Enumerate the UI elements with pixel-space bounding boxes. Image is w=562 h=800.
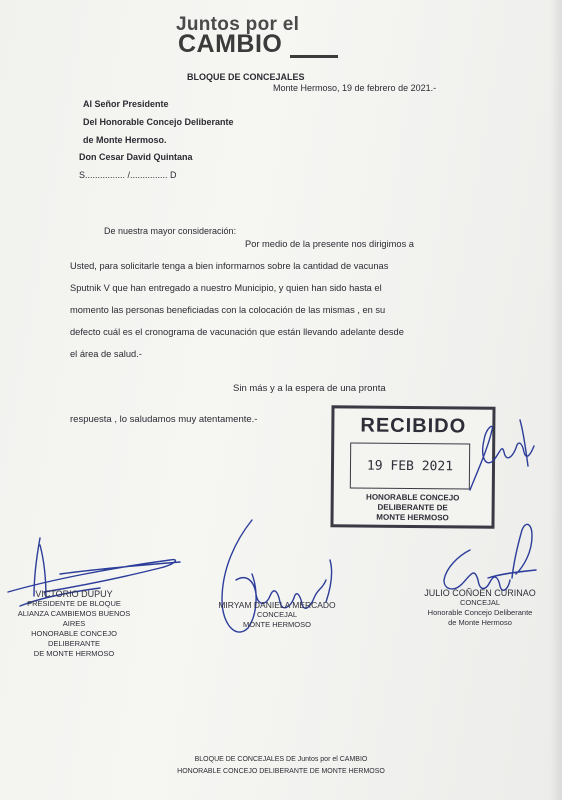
signatory-right-name: JULIO COÑOEN CURINAO — [424, 588, 536, 598]
closing-line-2: respuesta , lo saludamos muy atentamente.- — [70, 414, 258, 425]
signatory-center-role-1: CONCEJAL — [256, 610, 297, 619]
signatory-right-role-1: CONCEJAL — [459, 598, 500, 607]
addressee-line-2: Del Honorable Concejo Deliberante — [83, 117, 234, 127]
logo-line-2: CAMBIO — [178, 30, 283, 58]
addressee-line-1: Al Señor Presidente — [83, 99, 169, 109]
signatory-center-name: MIRYAM DANIELA MERCADO — [218, 600, 336, 610]
addressee-line-5: S................ /............... D — [79, 170, 177, 180]
footer-line-2: HONORABLE CONCEJO DELIBERANTE DE MONTE HERMOSO — [177, 768, 385, 775]
logo-line-1: Juntos por el — [176, 14, 300, 35]
body-line-3: Sputnik V que han entregado a nuestro Municipio, y quien han sido hasta el — [70, 283, 382, 293]
signatory-left-role-1: PRESIDENTE DE BLOQUE — [27, 599, 121, 608]
stamp-date: 19 FEB 2021 — [366, 458, 454, 475]
signature-block-center — [212, 600, 342, 630]
footer-line-1: BLOQUE DE CONCEJALES DE Juntos por el CAMBIO — [194, 756, 368, 763]
signatory-right-role-2: Honorable Concejo Deliberante — [427, 608, 533, 617]
received-stamp — [330, 405, 495, 528]
stamp-line-2: DELIBERANTE DE — [377, 502, 448, 513]
body-line-6: el área de salud.- — [70, 349, 142, 359]
addressee-line-3: de Monte Hermoso. — [83, 135, 167, 145]
greeting: De nuestra mayor consideración: — [104, 226, 237, 236]
body-line-5: defecto cuál es el cronograma de vacunación que están llevando adelante desde — [70, 327, 404, 337]
signatory-center-role-2: MONTE HERMOSO — [243, 620, 311, 629]
page-edge-shadow — [550, 0, 562, 800]
logo-underline — [290, 55, 338, 58]
signatory-left-role-2: ALIANZA CAMBIEMOS BUENOS AIRES — [17, 609, 131, 628]
header-date: Monte Hermoso, 19 de febrero de 2021.- — [273, 83, 437, 93]
body-line-4: momento las personas beneficiadas con la colocación de las mismas , en su — [70, 305, 386, 315]
closing-line-1: Sin más y a la espera de una pronta — [233, 383, 386, 394]
letter-body — [70, 233, 460, 365]
party-logo — [170, 14, 345, 60]
body-line-2: Usted, para solicitarle tenga a bien informarnos sobre la cantidad de vacunas — [70, 261, 389, 271]
stamp-date-box — [350, 442, 470, 489]
curinao-signature — [444, 524, 536, 590]
signatory-left-name: VICTORIO DUPUY — [35, 589, 113, 599]
signature-block-right — [416, 588, 544, 628]
stamp-title: RECIBIDO — [360, 414, 467, 438]
signatory-left-role-4: DE MONTE HERMOSO — [33, 649, 115, 658]
signatory-right-role-3: de Monte Hermoso — [448, 618, 512, 627]
stamp-institution — [334, 492, 492, 523]
body-line-1: Por medio de la presente nos dirigimos a — [245, 239, 414, 249]
addressee-line-4: Don Cesar David Quintana — [79, 152, 193, 162]
signature-block-left — [10, 589, 138, 659]
stamp-line-3: MONTE HERMOSO — [376, 512, 449, 523]
header-bloque: BLOQUE DE CONCEJALES — [187, 72, 305, 82]
stamp-line-1: HONORABLE CONCEJO — [366, 492, 460, 503]
signatory-left-role-3: HONORABLE CONCEJO DELIBERANTE — [31, 629, 117, 648]
